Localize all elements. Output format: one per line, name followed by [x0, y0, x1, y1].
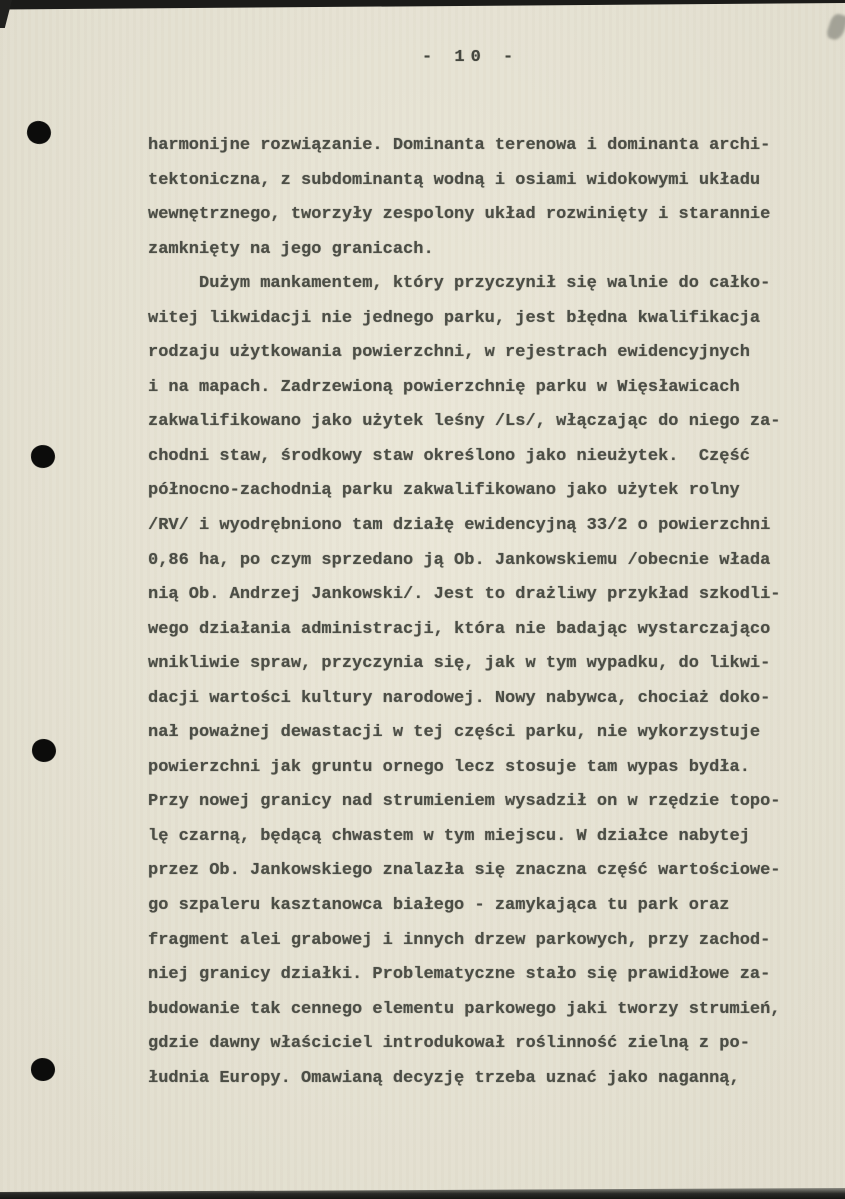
text-line: północno-zachodnią parku zakwalifikowano jako użytek rolny: [148, 481, 740, 501]
text-line: nią Ob. Andrzej Jankowski/. Jest to drażliwy przykład szkodli-: [148, 585, 781, 605]
text-line: zamknięty na jego granicach.: [148, 239, 434, 259]
text-line: i na mapach. Zadrzewioną powierzchnię parku w Więsławicach: [148, 377, 740, 397]
text-line: przez Ob. Jankowskiego znalazła się znaczna część wartościowe-: [148, 861, 781, 881]
text-line: powierzchni jak gruntu ornego lecz stosuje tam wypas bydła.: [148, 757, 750, 777]
text-line: zakwalifikowano jako użytek leśny /Ls/, włączając do niego za-: [148, 412, 781, 432]
text-line: gdzie dawny właściciel introdukował roślinność zielną z po-: [148, 1034, 750, 1054]
text-line: tektoniczna, z subdominantą wodną i osiami widokowymi układu: [148, 170, 761, 190]
text-line: wnikliwie spraw, przyczynia się, jak w tym wypadku, do likwi-: [148, 654, 771, 674]
text-line: Dużym mankamentem, który przyczynił się walnie do całko-: [148, 274, 771, 294]
text-line: wego działania administracji, która nie badając wystarczająco: [148, 619, 771, 639]
text-line: budowanie tak cennego elementu parkowego jaki tworzy strumień,: [148, 999, 781, 1019]
text-line: 0,86 ha, po czym sprzedano ją Ob. Jankowskiemu /obecnie włada: [148, 550, 771, 570]
text-line: Przy nowej granicy nad strumieniem wysadził on w rzędzie topo-: [148, 792, 781, 812]
text-line: chodni staw, środkowy staw określono jako nieużytek. Część: [148, 446, 750, 466]
text-line: go szpaleru kasztanowca białego - zamykająca tu park oraz: [148, 896, 730, 916]
text-line: nał poważnej dewastacji w tej części parku, nie wykorzystuje: [148, 723, 761, 743]
typewritten-text: [148, 129, 798, 1096]
text-line: wewnętrznego, tworzyły zespolony układ rozwinięty i starannie: [148, 205, 771, 225]
text-line: rodzaju użytkowania powierzchni, w rejestrach ewidencyjnych: [148, 343, 750, 363]
text-line: /RV/ i wyodrębniono tam działę ewidencyjną 33/2 o powierzchni: [148, 516, 771, 536]
text-line: fragment alei grabowej i innych drzew parkowych, przy zachod-: [148, 930, 771, 950]
text-line: łudnia Europy. Omawianą decyzję trzeba uznać jako naganną,: [148, 1068, 740, 1088]
text-line: harmonijne rozwiązanie. Dominanta terenowa i dominanta archi-: [148, 136, 771, 155]
text-line: witej likwidacji nie jednego parku, jest błędna kwalifikacja: [148, 308, 761, 328]
text-line: lę czarną, będącą chwastem w tym miejscu. W działce nabytej: [148, 826, 750, 846]
text-line: dacji wartości kultury narodowej. Nowy nabywca, chociaż doko-: [148, 688, 771, 708]
page-number: - 10 -: [422, 48, 520, 67]
text-line: niej granicy działki. Problematyczne stało się prawidłowe za-: [148, 965, 771, 985]
